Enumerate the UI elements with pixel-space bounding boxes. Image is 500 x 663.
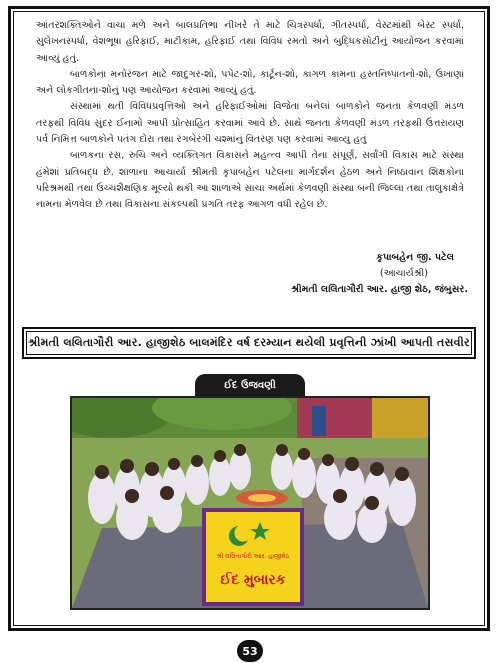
board-eid-mubarak: ઈદ મુબારક: [220, 572, 286, 588]
photo-illustration: [72, 398, 428, 608]
banner-text: શ્રીમતી લલિતાગૌરી આર. હાજીશેઠ બાલમંદિર વર્ષ દરમ્યાન થયેલી પ્રવૃત્તિની ઝાંખી આપતી તસવીર: [28, 336, 470, 349]
eid-celebration-photo: [70, 396, 430, 610]
rangoli-center: [248, 494, 276, 502]
building-window: [312, 406, 326, 436]
board-school-text: શ્રી લલિતાગૌરી આર. હાજીશેઠ: [216, 553, 290, 560]
signatory-name: કૃપાબહેન જી. પટેલ: [376, 252, 454, 263]
paragraph-activities: આંતરશક્તિઓને વાચા મળે અને બાલપ્રતિભા નીખરે તે માટે ચિત્રસ્પર્ધા, ગીતસ્પર્ધા, વેસ્ટમાંથી બેસ્ટ સ્પર્ધા, સુલેખનસ્પર્ધા, વેશભૂષા હરિફાઈ, માટીકામ, હરિફાઈ તથા વિવિધ રમતો અને બુદ્ધિકસોટીનું આયોજન કરવામાં આવ્યું હતું.: [36, 20, 464, 64]
paragraph-prizes: સંસ્થામાં થતી વિવિધપ્રવૃત્તિઓ અને હરિફાઈઓમાં વિજેતા બનેલાં બાળકોને જનતા કેળવણી મંડળ તરફથી વિવિધ સુંદર ઈનામો આપી પ્રોત્સાહિત કરવામાં આવે છે. સાથે જનતા કેળવણી મંડળ તરફથી ઉત્તરાયણ પર્વ નિમિત્ત બાળકોને પતંગ દોરા તથા રંગબેરંગી ચશ્માંનું વિતરણ પણ કરવામાં આવ્યુ હતું: [36, 101, 464, 146]
photo-caption-tab: [195, 374, 305, 396]
photo-caption: ઈદ ઉજવણી: [224, 379, 276, 391]
paragraph-commitment: બાળકના રસ, રુચિ અને વ્યક્તિગત વિકાસને મહત્ત્વ આપી તેના સંપૂર્ણ, સર્વાંગી વિકાસ માટે સંસ્થા હંમેશાં પ્રતિબદ્ધ છે. શાળાના આચાર્યા શ્રીમતી કૃપાબહેન પટેલના માર્ગદર્શન હેઠળ અને નિષ્ઠાવાન શિક્ષકોના પરિશ્રમથી તથા ઉચ્ચશૈક્ષણિક મૂલ્યો થકી આ શાળાએ સાચા અર્થમાં કેળવણી સંસ્થા બની જિલ્લા તથા તાલુકાક્ષેત્રે નામના મેળવેલ છે તથા વિકાસના સંકલ્પથી પ્રગતિ તરફ આગળ વધી રહેલ છે.: [36, 150, 464, 211]
paragraph-entertainment: બાળકોના મનોરંજન માટે જાદુગર-શો, પપેટ-શો, કાર્ટૂન-શો, કાગળ કામના હસ્તનિષ્પાતનો-શો, ઉખાણાં અને લોકગીતના-શોનું પણ આયોજન કરવામાં આવ્યું હતું.: [36, 68, 464, 97]
signatory-school: શ્રીમતી લલિતાગૌરી આર. હાજી શેઠ, જંબુસર.: [291, 284, 468, 295]
page-number-text: 53: [242, 644, 258, 658]
article-body: [36, 18, 464, 214]
photo-section-banner: [22, 327, 476, 359]
signatory-role: (આચાર્યશ્રી): [379, 268, 428, 279]
signature-block: [228, 250, 468, 298]
page-number: [237, 640, 263, 662]
